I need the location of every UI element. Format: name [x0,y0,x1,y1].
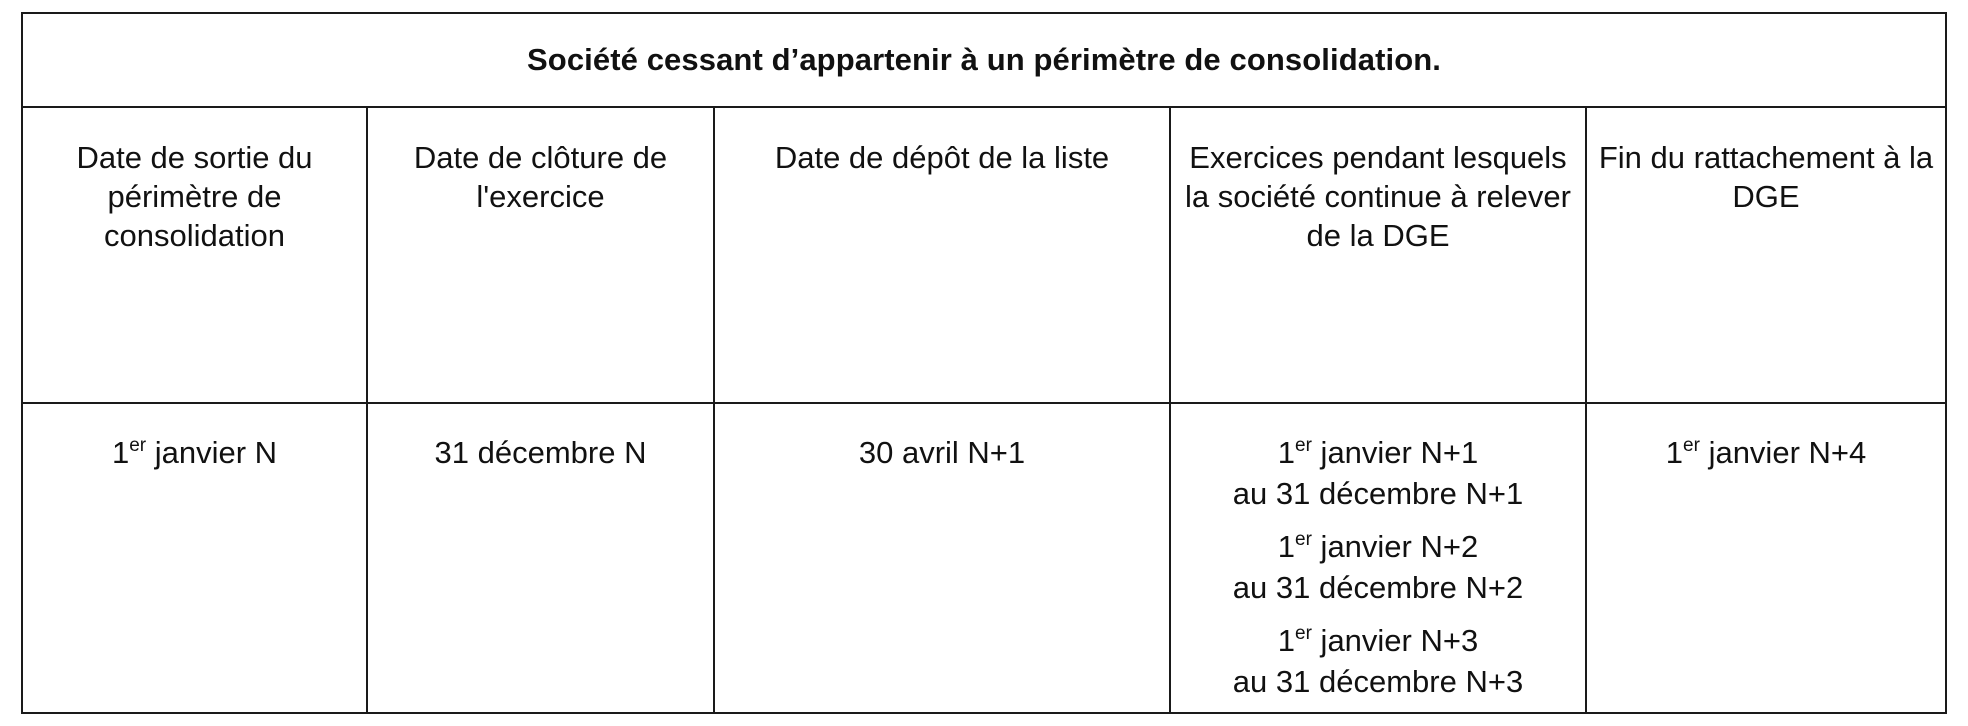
exercice-period [1181,526,1575,608]
consolidation-table-container [21,12,1945,714]
exercice-end: au 31 décembre N+3 [1232,664,1524,699]
date-sortie-rest: janvier N [146,435,278,470]
table-row [22,403,1946,713]
exercice-start: 1er janvier N+1 [1277,435,1479,470]
header-exercices: Exercices pendant lesquels la société continue à relever de la DGE [1170,107,1586,403]
header-date-depot: Date de dépôt de la liste [714,107,1170,403]
exercice-period [1181,620,1575,702]
header-date-sortie: Date de sortie du périmètre de consolidation [22,107,367,403]
fin-rattachement-ordinal: er [1683,435,1700,456]
exercice-end: au 31 décembre N+1 [1232,476,1524,511]
cell-date-depot: 30 avril N+1 [714,403,1170,713]
date-sortie-day: 1 [111,435,130,470]
exercice-period [1181,432,1575,514]
date-sortie-ordinal: er [129,435,147,456]
fin-rattachement-rest: janvier N+4 [1699,435,1867,470]
cell-date-cloture: 31 décembre N [367,403,714,713]
consolidation-table [21,12,1947,714]
cell-exercices [1170,403,1586,713]
fin-rattachement-day: 1 [1665,435,1684,470]
header-row [22,107,1946,403]
exercice-start: 1er janvier N+2 [1277,529,1479,564]
cell-fin-rattachement [1586,403,1946,713]
table-title: Société cessant d’appartenir à un périmètre de consolidation. [22,13,1946,107]
exercice-start: 1er janvier N+3 [1277,623,1479,658]
header-date-cloture: Date de clôture de l'exercice [367,107,714,403]
exercice-end: au 31 décembre N+2 [1232,570,1524,605]
cell-date-sortie [22,403,367,713]
header-fin-rattachement: Fin du rattachement à la DGE [1586,107,1946,403]
